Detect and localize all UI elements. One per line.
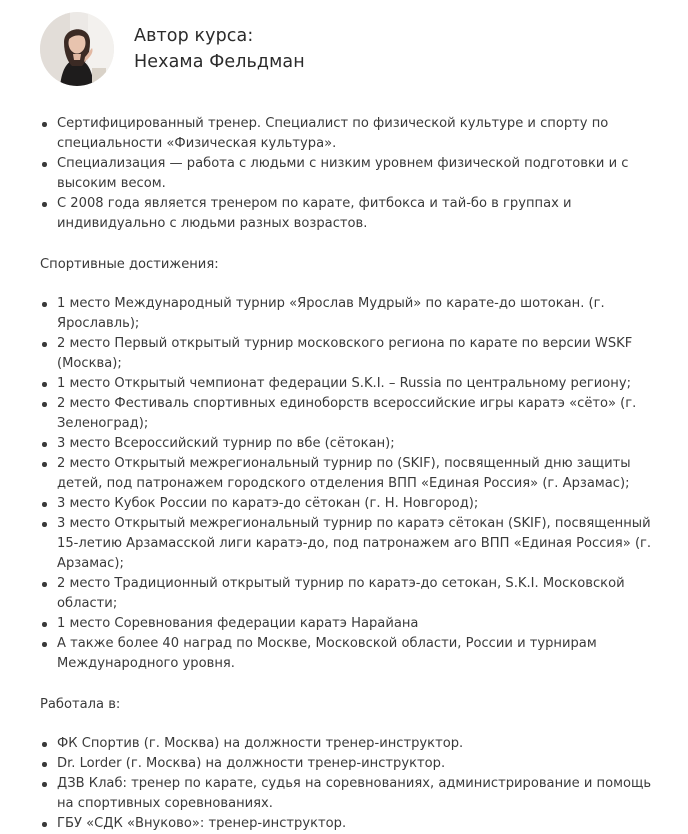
list-item: С 2008 года является тренером по карате, фитбокса и тай-бо в группах и индивидуально с людьми разных возрастов. [40,194,652,234]
author-avatar [40,12,114,86]
worked-heading: Работала в: [40,697,121,712]
list-item: Dr. Lorder (г. Москва) на должности тренер-инструктор. [40,754,652,774]
list-item: 2 место Открытый межрегиональный турнир по (SKIF), посвященный дню защиты детей, под патронажем городского отделения ВПП «Единая Россия» (г. Арзамас); [40,454,652,494]
author-name: Нехама Фельдман [134,52,305,72]
list-item: 2 место Традиционный открытый турнир по каратэ-до сетокан, S.K.I. Московской области; [40,574,652,614]
list-item: ДЗВ Клаб: тренер по карате, судья на соревнованиях, администрирование и помощь на спортивных соревнованиях. [40,774,652,814]
author-block [40,12,305,86]
list-item: Сертифицированный тренер. Специалист по физической культуре и спорту по специальности «Физическая культура». [40,114,652,154]
list-item: ФК Спортив (г. Москва) на должности тренер-инструктор. [40,734,652,754]
author-info [134,23,305,75]
intro-list [40,114,652,234]
list-item: А также более 40 наград по Москве, Московской области, России и турнирам Международного уровня. [40,634,652,674]
list-item: 1 место Открытый чемпионат федерации S.K.I. – Russia по центральному региону; [40,374,652,394]
achievements-heading: Спортивные достижения: [40,257,219,272]
list-item: 2 место Первый открытый турнир московского региона по карате по версии WSKF (Москва); [40,334,652,374]
author-label: Автор курса: [134,26,254,46]
list-item: 2 место Фестиваль спортивных единоборств всероссийские игры каратэ «сёто» (г. Зеленоград); [40,394,652,434]
list-item: 3 место Открытый межрегиональный турнир по каратэ сётокан (SKIF), посвященный 15-летию Арзамасской лиги каратэ-до, под патронажем аго ВПП «Единая Россия» (г. Арзамас); [40,514,652,574]
list-item: 1 место Международный турнир «Ярослав Мудрый» по карате-до шотокан. (г. Ярославль); [40,294,652,334]
author-bio [40,114,652,834]
list-item: 3 место Всероссийский турнир по вбе (сётокан); [40,434,652,454]
list-item: 3 место Кубок России по каратэ-до сётокан (г. Н. Новгород); [40,494,652,514]
worked-list [40,734,652,834]
list-item: Специализация — работа с людьми с низким уровнем физической подготовки и с высоким весом. [40,154,652,194]
list-item: ГБУ «СДК «Внуково»: тренер-инструктор. [40,814,652,834]
achievements-list [40,294,652,674]
author-photo-icon [40,12,114,86]
list-item: 1 место Соревнования федерации каратэ Нарайана [40,614,652,634]
